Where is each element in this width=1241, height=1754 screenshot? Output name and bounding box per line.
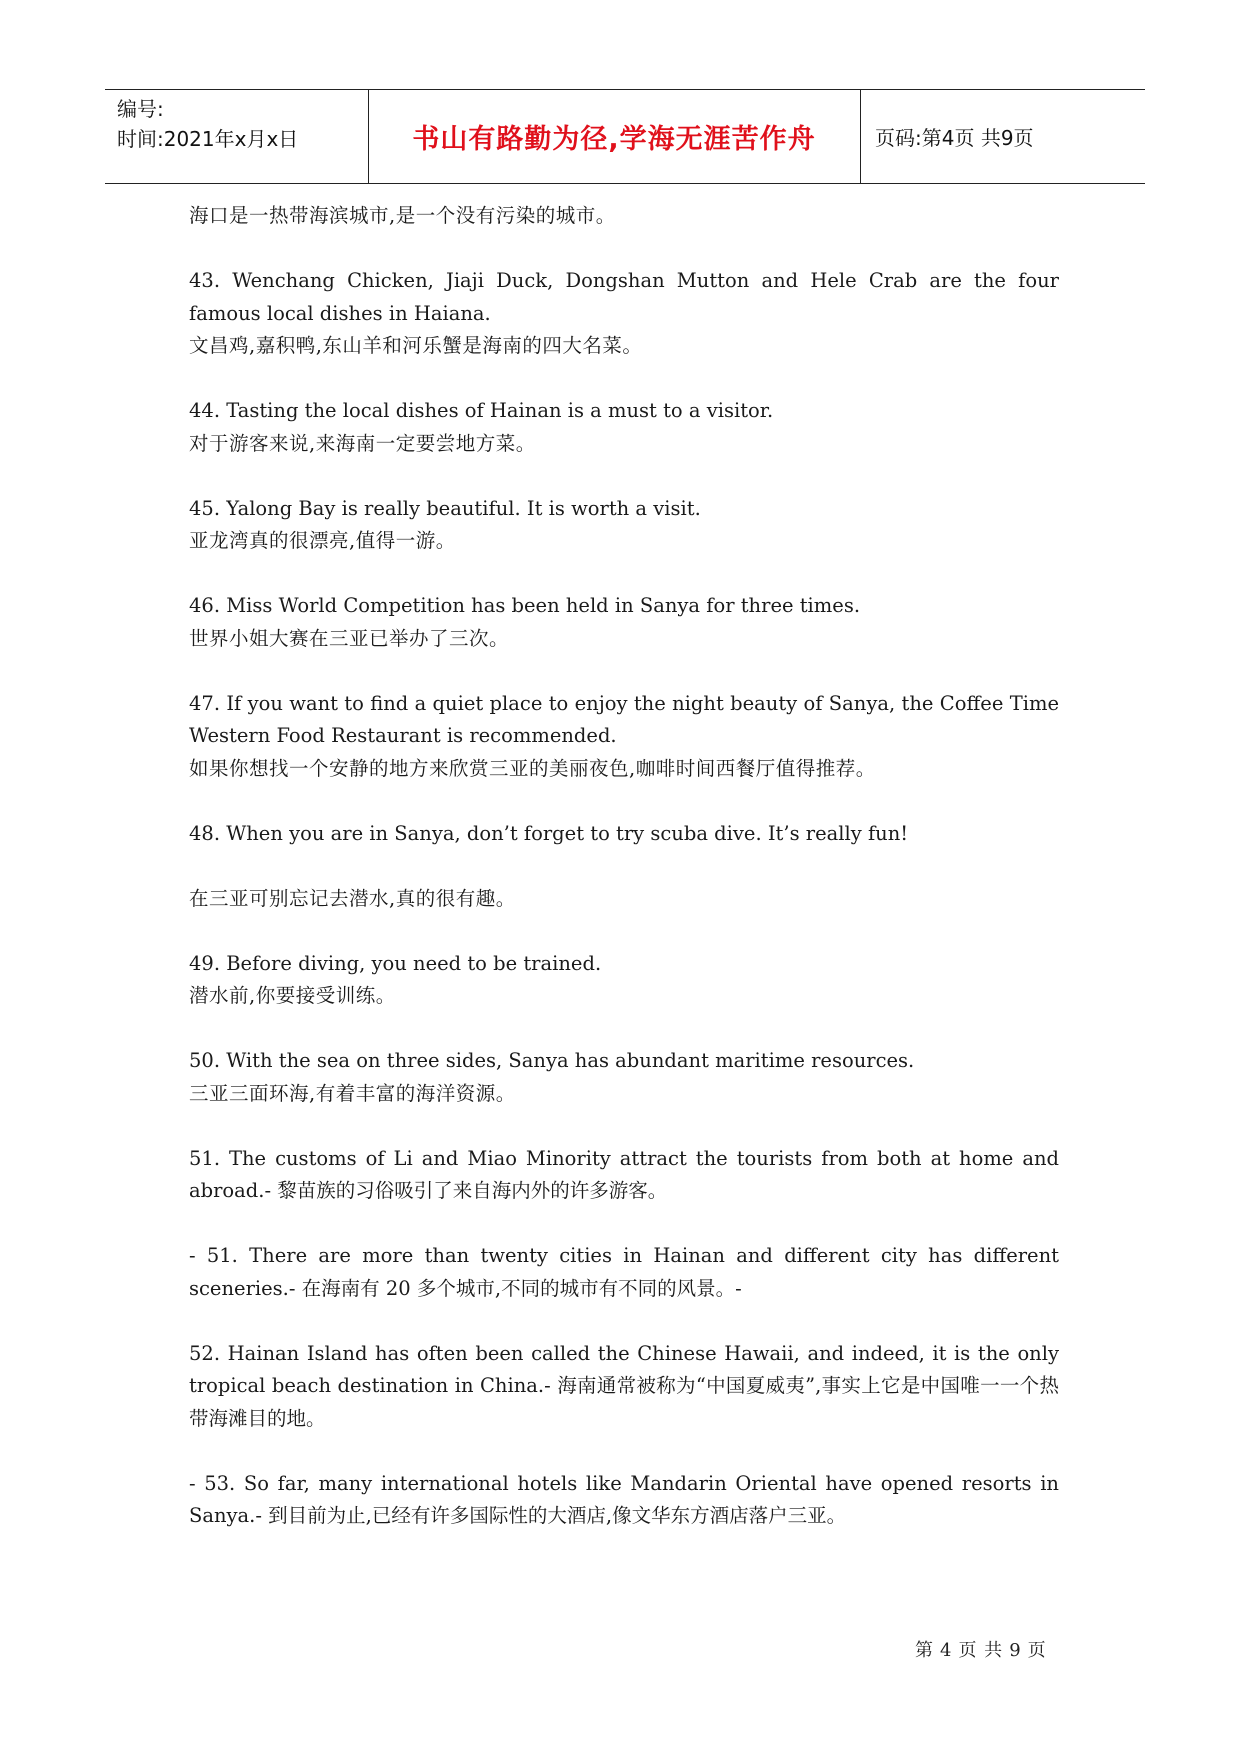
serial-label: 编号:: [117, 97, 164, 121]
sentence-chinese: 如果你想找一个安静的地方来欣赏三亚的美丽夜色,咖啡时间西餐厅值得推荐。: [189, 756, 876, 780]
footer-prefix: 第: [915, 1640, 934, 1661]
mixed-sentence: - 53. So far, many international hotels like Mandarin Oriental have opened resorts in Sanya.- 到目前为止,已经有许多国际性的大酒店,像文华东方酒店落户三亚。: [189, 1471, 1059, 1527]
sentence-english: 45. Yalong Bay is really beautiful. It is worth a visit.: [189, 496, 701, 520]
sentence-chinese: 世界小姐大赛在三亚已举办了三次。: [189, 626, 510, 650]
sentence-english: 49. Before diving, you need to be trained.: [189, 951, 602, 975]
mixed-sentence: 51. The customs of Li and Miao Minority attract the tourists from both at home and abroad.- 黎苗族的习俗吸引了来自海内外的许多游客。: [189, 1146, 1059, 1202]
sentence-item: [189, 493, 1059, 558]
footer-total: 9: [1009, 1640, 1022, 1661]
page-footer: [912, 1636, 1050, 1662]
document-body: [189, 200, 1059, 1565]
sentence-item: [189, 688, 1059, 786]
sentence-chinese: 三亚三面环海,有着丰富的海洋资源。: [189, 1081, 516, 1105]
footer-suffix: 页: [1027, 1640, 1047, 1661]
sentence-item: [189, 1045, 1059, 1110]
sentence-english: 43. Wenchang Chicken, Jiaji Duck, Dongshan Mutton and Hele Crab are the four famous local dishes in Haiana.: [189, 269, 1059, 325]
intro-paragraph: [189, 200, 1059, 233]
header-divider: [860, 90, 861, 183]
footer-mid: 页 共: [958, 1640, 1004, 1661]
header-page-number: 页码:第4页 共9页: [875, 126, 1034, 150]
sentence-chinese: 亚龙湾真的很漂亮,值得一游。: [189, 529, 456, 552]
sentence-item: [189, 818, 1059, 916]
footer-page: 4: [940, 1640, 953, 1661]
sentence-english: 48. When you are in Sanya, don’t forget to try scuba dive. It’s really fun!: [189, 821, 909, 845]
sentence-english: 47. If you want to find a quiet place to enjoy the night beauty of Sanya, the Coffee Time Western Food Restaurant is recommended.: [189, 691, 1059, 747]
sentence-english: 46. Miss World Competition has been held in Sanya for three times.: [189, 594, 861, 617]
sentence-item: [189, 948, 1059, 1013]
date-label: 时间:2021年x月x日: [117, 127, 299, 151]
sentence-item: [189, 590, 1059, 655]
sentence-item: [189, 265, 1059, 363]
mixed-sentence: 52. Hainan Island has often been called the Chinese Hawaii, and indeed, it is the only tropical beach destination in China.- 海南通常被称为“中国夏威夷”,事实上它是中国唯一一个热带海滩目的地。: [189, 1341, 1059, 1430]
mixed-sentence: - 51. There are more than twenty cities in Hainan and different city has different sceneries.- 在海南有 20 多个城市,不同的城市有不同的风景。-: [189, 1244, 1059, 1300]
sentence-chinese: 对于游客来说,来海南一定要尝地方菜。: [189, 431, 536, 455]
intro-text: 海口是一热带海滨城市,是一个没有污染的城市。: [189, 204, 616, 227]
sentence-chinese: 在三亚可别忘记去潜水,真的很有趣。: [189, 886, 516, 910]
sentence-chinese: 文昌鸡,嘉积鸭,东山羊和河乐蟹是海南的四大名菜。: [189, 334, 643, 357]
sentence-item: [189, 395, 1059, 460]
page-header: [105, 89, 1145, 184]
sentence-english: 44. Tasting the local dishes of Hainan is a must to a visitor.: [189, 399, 774, 422]
header-meta: [117, 94, 367, 154]
sentence-chinese: 潜水前,你要接受训练。: [189, 984, 396, 1007]
sentence-english: 50. With the sea on three sides, Sanya has abundant maritime resources.: [189, 1049, 915, 1072]
header-motto: 书山有路勤为径,学海无涯苦作舟: [412, 124, 816, 155]
